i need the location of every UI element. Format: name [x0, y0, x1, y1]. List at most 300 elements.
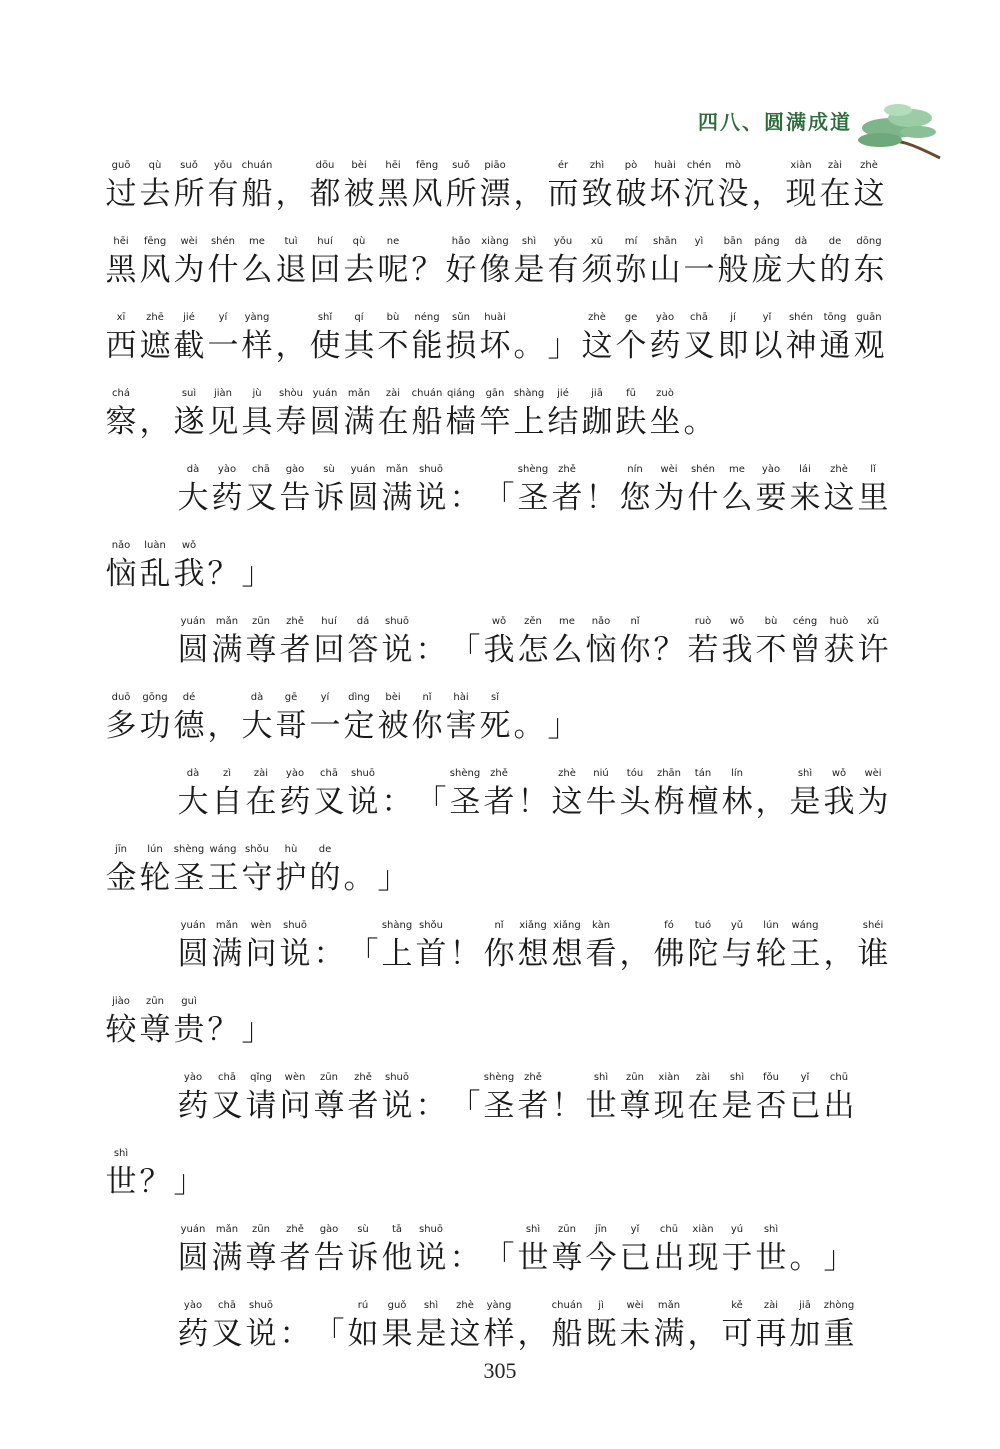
ruby-character: [172, 538, 206, 594]
ruby-character: [580, 386, 614, 442]
hanzi-character: 现: [687, 1240, 719, 1276]
pinyin-annotation: zhē: [146, 312, 164, 323]
hanzi-character: 哥: [275, 708, 307, 744]
hanzi-character: 在: [377, 404, 409, 440]
text-line: [104, 1222, 904, 1298]
ruby-character: [380, 1070, 414, 1126]
hanzi-character: 有: [207, 176, 239, 212]
ruby-character: [448, 1070, 482, 1126]
hanzi-character: 尊: [245, 1240, 277, 1276]
pinyin-annotation: yào: [183, 1072, 203, 1083]
ruby-character: [138, 538, 172, 594]
ruby-character: [278, 614, 312, 670]
ruby-character: [312, 614, 346, 670]
hanzi-character: 大: [177, 784, 209, 820]
hanzi-character: 问: [279, 1088, 311, 1124]
pinyin-annotation: xiàng: [481, 236, 509, 247]
pinyin-annotation: huài: [654, 160, 676, 171]
ruby-character: [618, 1222, 652, 1278]
page-number: 305: [483, 1358, 517, 1383]
pinyin-annotation: tuó: [694, 920, 712, 931]
pinyin-annotation: yào: [761, 464, 781, 475]
pinyin-annotation: zěn: [524, 616, 542, 627]
pinyin-annotation: zhì: [589, 160, 605, 171]
hanzi-character: 看: [585, 936, 617, 972]
hanzi-character: 圆: [177, 632, 209, 668]
ruby-character: [682, 158, 716, 214]
pinyin-annotation: wǒ: [491, 616, 507, 627]
hanzi-character: 出: [653, 1240, 685, 1276]
ruby-character: [618, 614, 652, 670]
text-line: [104, 158, 904, 234]
pinyin-annotation: jiā: [591, 388, 603, 399]
text-line: [104, 234, 904, 310]
hanzi-character: 者: [279, 1240, 311, 1276]
pinyin-annotation: yào: [217, 464, 237, 475]
pinyin-annotation: tōng: [823, 312, 847, 323]
pinyin-annotation: shuō: [418, 1224, 443, 1235]
pinyin-annotation: páng: [754, 236, 780, 247]
pinyin-annotation: shén: [788, 312, 814, 323]
hanzi-character: 牛: [585, 784, 617, 820]
ruby-character: [852, 310, 886, 366]
hanzi-character: 我: [173, 556, 205, 592]
ruby-character: [278, 462, 312, 518]
hanzi-character: 多: [105, 708, 137, 744]
pinyin-annotation: kě: [731, 1300, 743, 1311]
pinyin-annotation: nín: [627, 464, 643, 475]
ruby-character: [206, 234, 240, 290]
ruby-character: [648, 158, 682, 214]
ruby-character: [856, 614, 890, 670]
hanzi-character: 退: [275, 252, 307, 288]
ruby-character: [584, 766, 618, 822]
hanzi-character: 破: [615, 176, 647, 212]
hanzi-character: 船: [411, 404, 443, 440]
ruby-character: [444, 158, 478, 214]
ruby-character: [176, 1222, 210, 1278]
pinyin-annotation: jù: [252, 388, 262, 399]
pinyin-annotation: jiàn: [213, 388, 233, 399]
hanzi-character: 你: [483, 936, 515, 972]
pinyin-annotation: zhě: [286, 616, 304, 627]
pinyin-annotation: shàng: [381, 920, 413, 931]
hanzi-character: 满: [381, 480, 413, 516]
hanzi-character: 叉: [313, 784, 345, 820]
pinyin-annotation: néng: [414, 312, 440, 323]
pinyin-annotation: nǎo: [111, 540, 131, 551]
pinyin-annotation: huí: [321, 616, 337, 627]
ruby-character: [482, 1298, 516, 1354]
hanzi-character: 药: [177, 1088, 209, 1124]
hanzi-character: 于: [721, 1240, 753, 1276]
hanzi-character: 与: [721, 936, 753, 972]
hanzi-character: 如: [347, 1316, 379, 1352]
text-line: [104, 766, 904, 842]
pinyin-annotation: yú: [730, 1224, 744, 1235]
pinyin-annotation: tā: [391, 1224, 403, 1235]
pinyin-annotation: chā: [218, 1300, 236, 1311]
ruby-character: [584, 462, 618, 518]
ruby-character: [346, 918, 380, 974]
pinyin-annotation: hǎo: [451, 236, 471, 247]
hanzi-character: 您: [619, 480, 651, 516]
ruby-character: [754, 1070, 788, 1126]
ruby-character: [410, 310, 444, 366]
ruby-character: [244, 918, 278, 974]
hanzi-character: 圣: [449, 784, 481, 820]
ruby-character: [104, 842, 138, 898]
ruby-character: [614, 234, 648, 290]
ruby-character: [312, 918, 346, 974]
hanzi-character: 「: [483, 1240, 515, 1276]
ruby-character: [244, 1070, 278, 1126]
pinyin-annotation: yí: [320, 692, 330, 703]
text-line: [104, 538, 904, 614]
ruby-character: [210, 1298, 244, 1354]
hanzi-character: 具: [241, 404, 273, 440]
pinyin-annotation: wèn: [250, 920, 272, 931]
ruby-character: [652, 614, 686, 670]
pinyin-annotation: yǐ: [630, 1224, 640, 1235]
hanzi-character: 坏: [649, 176, 681, 212]
hanzi-character: 「: [483, 480, 515, 516]
pinyin-annotation: ruò: [694, 616, 712, 627]
hanzi-character: ！: [449, 936, 481, 972]
pinyin-annotation: shuō: [350, 768, 375, 779]
ruby-character: [138, 386, 172, 442]
hanzi-character: 这: [449, 1316, 481, 1352]
ruby-character: [380, 614, 414, 670]
pinyin-annotation: shèng: [517, 464, 549, 475]
ruby-character: [512, 386, 546, 442]
hanzi-character: 我: [483, 632, 515, 668]
ruby-character: [584, 1298, 618, 1354]
hanzi-character: 」: [547, 708, 579, 744]
hanzi-character: 诉: [313, 480, 345, 516]
hanzi-character: 未: [619, 1316, 651, 1352]
text-line: [104, 614, 904, 690]
ruby-character: [686, 766, 720, 822]
hanzi-character: 跏: [581, 404, 613, 440]
pinyin-annotation: suǒ: [180, 160, 198, 171]
pinyin-annotation: duō: [111, 692, 131, 703]
pinyin-annotation: zūn: [252, 616, 270, 627]
pinyin-annotation: zhě: [558, 464, 576, 475]
ruby-character: [312, 766, 346, 822]
hanzi-character: ！: [551, 1088, 583, 1124]
hanzi-character: 告: [313, 1240, 345, 1276]
ruby-character: [516, 1070, 550, 1126]
hanzi-character: ：: [449, 1240, 481, 1276]
ruby-character: [512, 690, 546, 746]
ruby-character: [104, 690, 138, 746]
pinyin-annotation: xū: [590, 236, 604, 247]
hanzi-character: 」: [241, 1012, 273, 1048]
hanzi-character: ：: [449, 480, 481, 516]
ruby-character: [720, 1298, 754, 1354]
ruby-character: [716, 158, 750, 214]
hanzi-character: 加: [789, 1316, 821, 1352]
ruby-character: [822, 614, 856, 670]
pinyin-annotation: yǐ: [762, 312, 772, 323]
pinyin-annotation: chā: [252, 464, 270, 475]
pinyin-annotation: fū: [626, 388, 636, 399]
hanzi-character: 樯: [445, 404, 477, 440]
hanzi-character: 山: [649, 252, 681, 288]
ruby-character: [244, 766, 278, 822]
pinyin-annotation: mǎn: [215, 1224, 239, 1235]
hanzi-character: 害: [445, 708, 477, 744]
hanzi-character: 船: [241, 176, 273, 212]
ruby-character: [414, 766, 448, 822]
pinyin-annotation: me: [249, 236, 265, 247]
pinyin-annotation: xiàn: [790, 160, 812, 171]
hanzi-character: 尊: [245, 632, 277, 668]
ruby-character: [482, 766, 516, 822]
pinyin-annotation: suǒ: [452, 160, 470, 171]
ruby-character: [244, 1298, 278, 1354]
hanzi-character: 这: [581, 328, 613, 364]
pinyin-annotation: shèng: [449, 768, 481, 779]
hanzi-character: 被: [343, 176, 375, 212]
ruby-character: [380, 462, 414, 518]
ruby-character: [580, 310, 614, 366]
hanzi-character: 轮: [139, 860, 171, 896]
ruby-character: [278, 766, 312, 822]
hanzi-character: 金: [105, 860, 137, 896]
hanzi-character: 尊: [313, 1088, 345, 1124]
ruby-character: [546, 690, 580, 746]
pinyin-annotation: shì: [593, 1072, 609, 1083]
hanzi-character: 怎: [517, 632, 549, 668]
hanzi-character: 好: [445, 252, 477, 288]
hanzi-character: 既: [585, 1316, 617, 1352]
ruby-character: [274, 158, 308, 214]
hanzi-character: 圣: [173, 860, 205, 896]
ruby-character: [206, 994, 240, 1050]
hanzi-character: 这: [853, 176, 885, 212]
hanzi-character: 头: [619, 784, 651, 820]
ruby-character: [482, 1222, 516, 1278]
pinyin-annotation: chá: [112, 388, 130, 399]
hanzi-character: 贵: [173, 1012, 205, 1048]
pinyin-annotation: lǐ: [870, 464, 876, 475]
ruby-character: [822, 462, 856, 518]
hanzi-character: 」: [547, 328, 579, 364]
text-line: [104, 1146, 904, 1222]
ruby-character: [550, 766, 584, 822]
ruby-character: [210, 1070, 244, 1126]
ruby-character: [410, 234, 444, 290]
pinyin-annotation: yí: [218, 312, 228, 323]
ruby-character: [240, 842, 274, 898]
pinyin-annotation: shuō: [248, 1300, 273, 1311]
ruby-character: [784, 310, 818, 366]
ruby-character: [206, 690, 240, 746]
ruby-character: [856, 766, 890, 822]
ruby-character: [206, 310, 240, 366]
ruby-character: [852, 158, 886, 214]
hanzi-character: 是: [789, 784, 821, 820]
hanzi-character: 即: [717, 328, 749, 364]
pinyin-annotation: jié: [183, 312, 195, 323]
ruby-character: [104, 994, 138, 1050]
ruby-character: [648, 234, 682, 290]
hanzi-character: 栴: [653, 784, 685, 820]
text-line: [104, 1070, 904, 1146]
pinyin-annotation: xiàn: [658, 1072, 680, 1083]
hanzi-character: 弥: [615, 252, 647, 288]
ruby-character: [478, 310, 512, 366]
hanzi-character: 想: [551, 936, 583, 972]
ruby-character: [550, 918, 584, 974]
hanzi-character: 去: [139, 176, 171, 212]
hanzi-character: 说: [415, 480, 447, 516]
ruby-character: [444, 690, 478, 746]
ruby-character: [376, 842, 410, 898]
ruby-character: [550, 614, 584, 670]
hanzi-character: 见: [207, 404, 239, 440]
hanzi-character: 神: [785, 328, 817, 364]
ruby-character: [784, 234, 818, 290]
pinyin-annotation: shǒu: [418, 920, 443, 931]
ruby-character: [482, 614, 516, 670]
pinyin-annotation: dōng: [856, 236, 882, 247]
hanzi-character: 遮: [139, 328, 171, 364]
ruby-character: [376, 234, 410, 290]
pinyin-annotation: zhè: [558, 768, 576, 779]
pinyin-annotation: tán: [694, 768, 712, 779]
ruby-character: [652, 1298, 686, 1354]
hanzi-character: 世: [585, 1088, 617, 1124]
hanzi-character: 出: [823, 1088, 855, 1124]
pinyin-annotation: zhòng: [823, 1300, 855, 1311]
hanzi-character: 回: [309, 252, 341, 288]
ruby-character: [516, 766, 550, 822]
pinyin-annotation: de: [828, 236, 842, 247]
pinyin-text-body: [104, 158, 904, 1374]
hanzi-character: 在: [687, 1088, 719, 1124]
pinyin-annotation: nǐ: [494, 920, 504, 931]
ruby-character: [342, 310, 376, 366]
ruby-character: [516, 462, 550, 518]
pinyin-annotation: dé: [182, 692, 196, 703]
hanzi-character: 大: [241, 708, 273, 744]
ruby-character: [414, 1298, 448, 1354]
hanzi-character: 」: [241, 556, 273, 592]
ruby-character: [754, 614, 788, 670]
pinyin-annotation: dà: [250, 692, 264, 703]
pinyin-annotation: hài: [453, 692, 469, 703]
ruby-character: [652, 1070, 686, 1126]
ruby-character: [176, 462, 210, 518]
ruby-character: [448, 462, 482, 518]
ruby-character: [754, 766, 788, 822]
ruby-character: [376, 386, 410, 442]
ruby-character: [482, 918, 516, 974]
hanzi-character: 再: [755, 1316, 787, 1352]
pinyin-annotation: bù: [386, 312, 400, 323]
ruby-character: [278, 1298, 312, 1354]
hanzi-character: 想: [517, 936, 549, 972]
hanzi-character: 像: [479, 252, 511, 288]
hanzi-character: 叉: [683, 328, 715, 364]
ruby-character: [138, 994, 172, 1050]
ruby-character: [448, 766, 482, 822]
ruby-character: [614, 386, 648, 442]
ruby-character: [410, 158, 444, 214]
ruby-character: [686, 918, 720, 974]
pinyin-annotation: zūn: [320, 1072, 338, 1083]
hanzi-character: 一: [683, 252, 715, 288]
hanzi-character: ，: [513, 176, 545, 212]
hanzi-character: 风: [411, 176, 443, 212]
ruby-character: [788, 918, 822, 974]
ruby-character: [346, 614, 380, 670]
pinyin-annotation: zūn: [146, 996, 164, 1007]
pinyin-annotation: zūn: [252, 1224, 270, 1235]
pinyin-annotation: nǎo: [591, 616, 611, 627]
ruby-character: [312, 1070, 346, 1126]
hanzi-character: 叉: [211, 1088, 243, 1124]
pinyin-annotation: gào: [319, 1224, 339, 1235]
pinyin-annotation: zì: [222, 768, 232, 779]
ruby-character: [482, 1070, 516, 1126]
hanzi-character: ，: [755, 784, 787, 820]
ruby-character: [720, 1222, 754, 1278]
hanzi-character: 个: [615, 328, 647, 364]
ruby-character: [308, 386, 342, 442]
ruby-character: [448, 918, 482, 974]
hanzi-character: 王: [207, 860, 239, 896]
ruby-character: [720, 462, 754, 518]
ruby-character: [482, 462, 516, 518]
pinyin-annotation: mí: [624, 236, 638, 247]
pinyin-annotation: zūn: [558, 1224, 576, 1235]
hanzi-character: ，: [275, 176, 307, 212]
ruby-character: [380, 918, 414, 974]
ruby-character: [478, 690, 512, 746]
pinyin-annotation: zhě: [354, 1072, 372, 1083]
ruby-character: [720, 766, 754, 822]
pinyin-annotation: zài: [385, 388, 401, 399]
hanzi-character: 样: [241, 328, 273, 364]
pinyin-annotation: gōng: [142, 692, 168, 703]
ruby-character: [414, 462, 448, 518]
hanzi-character: ：: [381, 784, 413, 820]
hanzi-character: 来: [789, 480, 821, 516]
pinyin-annotation: zài: [695, 1072, 711, 1083]
hanzi-character: ：: [313, 936, 345, 972]
pinyin-annotation: bān: [723, 236, 743, 247]
ruby-character: [546, 158, 580, 214]
ruby-character: [648, 310, 682, 366]
pinyin-annotation: shuō: [418, 464, 443, 475]
hanzi-character: 我: [721, 632, 753, 668]
hanzi-character: ？: [139, 1164, 171, 1200]
ruby-character: [546, 234, 580, 290]
hanzi-character: 所: [445, 176, 477, 212]
hanzi-character: 者: [483, 784, 515, 820]
pinyin-annotation: yǒu: [213, 160, 233, 171]
hanzi-character: ，: [275, 328, 307, 364]
pinyin-annotation: qù: [148, 160, 162, 171]
pinyin-annotation: chuán: [551, 1300, 583, 1311]
pinyin-annotation: fēng: [415, 160, 439, 171]
ruby-character: [822, 1222, 856, 1278]
ruby-character: [618, 918, 652, 974]
